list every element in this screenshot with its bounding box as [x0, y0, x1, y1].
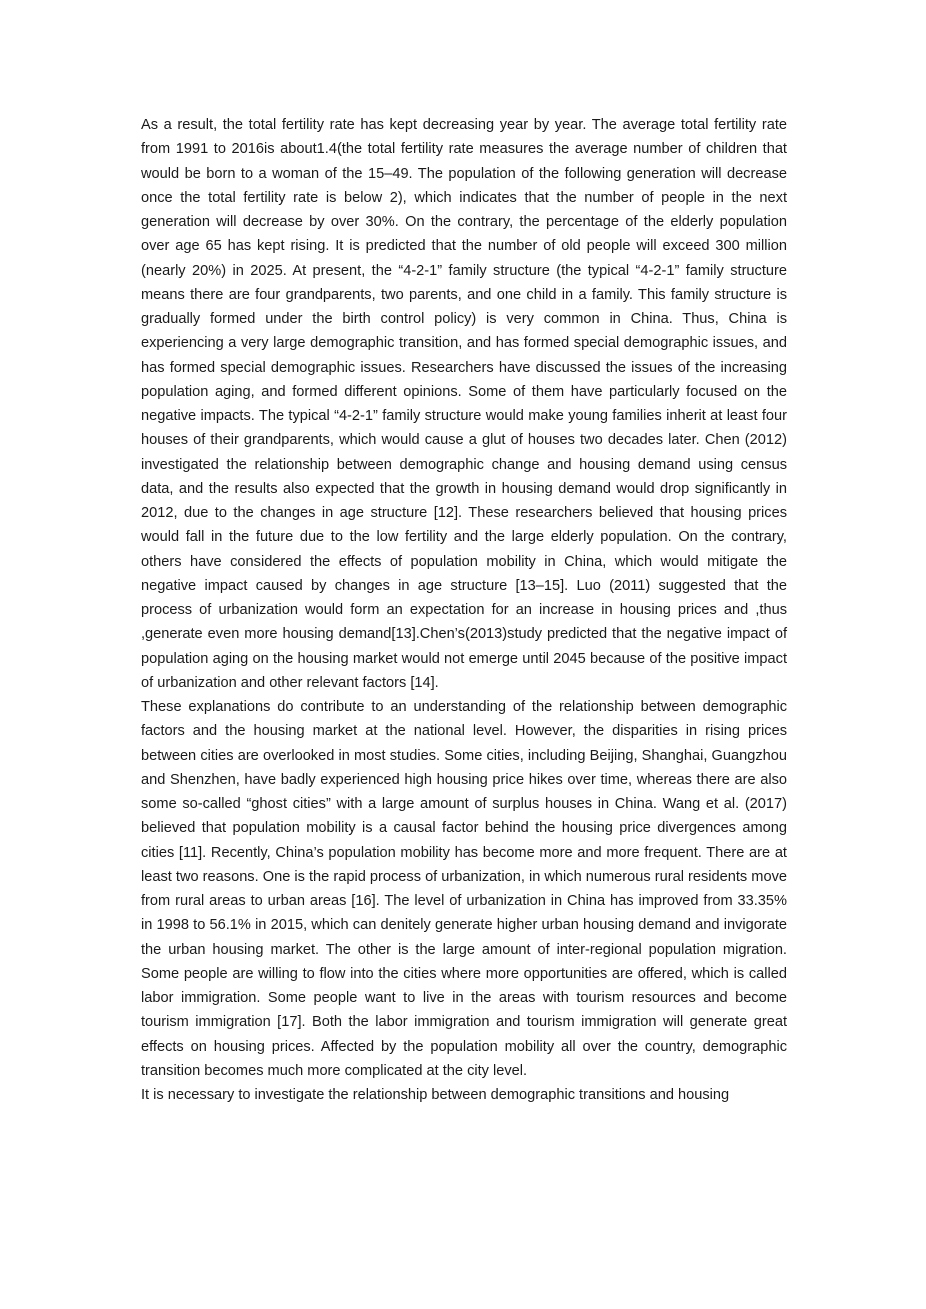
body-paragraph-3: It is necessary to investigate the relationship between demographic transitions and housing: [141, 1087, 730, 1103]
body-paragraph-2: These explanations do contribute to an understanding of the relationship between demographic factors and the housing market at the national level. However, the disparities in rising prices between cities are overlooked in most studies. Some cities, including Beijing, Shanghai, Guangzhou and Shenzhen, have badly experienced high housing price hikes over time, whereas there are also some so-called “ghost cities” with a large amount of surplus houses in China. Wang et al. (2017) believed that population mobility is a causal factor behind the housing price divergences among cities [11]. Recently, China’s population mobility has become more and more frequent. There are at least two reasons. One is the rapid process of urbanization, in which numerous rural residents move from rural areas to urban areas [16]. The level of urbanization in China has improved from 33.35% in 1998 to 56.1% in 2015, which can denitely generate higher urban housing demand and invigorate the urban housing market. The other is the large amount of inter-regional population migration. Some people are willing to ﬂow into the cities where more opportunities are offered, which is called labor immigration. Some people want to live in the areas with tourism resources and become tourism immigration [17]. Both the labor immigration and tourism immigration will generate great effects on housing prices. Affected by the population mobility all over the country, demographic transition becomes much more complicated at the city level.: [141, 699, 787, 1079]
document-page: [141, 113, 787, 1107]
body-paragraph-1: As a result, the total fertility rate has kept decreasing year by year. The average total fertility rate from 1991 to 2016is about1.4(the total fertility rate measures the average number of children that would be born to a woman of the 15–49. The population of the following generation will decrease once the total fertility rate is below 2), which indicates that the number of people in the next generation will decrease by over 30%. On the contrary, the percentage of the elderly population over age 65 has kept rising. It is predicted that the number of old people will exceed 300 million (nearly 20%) in 2025. At present, the “4-2-1” family structure (the typical “4-2-1” family structure means there are four grandparents, two parents, and one child in a family. This family structure is gradually formed under the birth control policy) is very common in China. Thus, China is experiencing a very large demographic transition, and has formed special demographic issues, and has formed special demographic issues. Researchers have discussed the issues of the increasing population aging, and formed different opinions. Some of them have particularly focused on the negative impacts. The typical “4-2-1” family structure would make young families inherit at least four houses of their grandparents, which would cause a glut of houses two decades later. Chen (2012) investigated the relationship between demographic change and housing demand using census data, and the results also expected that the growth in housing demand would drop signiﬁcantly in 2012, due to the changes in age structure [12]. These researchers believed that housing prices would fall in the future due to the low fertility and the large elderly population. On the contrary, others have considered the effects of population mobility in China, which would mitigate the negative impact caused by changes in age structure [13–15]. Luo (2011) suggested that the process of urbanization would form an expectation for an increase in housing prices and ,thus ,generate even more housing demand[13].Chen’s(2013)study predicted that the negative impact of population aging on the housing market would not emerge until 2045 because of the positive impact of urbanization and other relevant factors [14].: [141, 117, 787, 691]
